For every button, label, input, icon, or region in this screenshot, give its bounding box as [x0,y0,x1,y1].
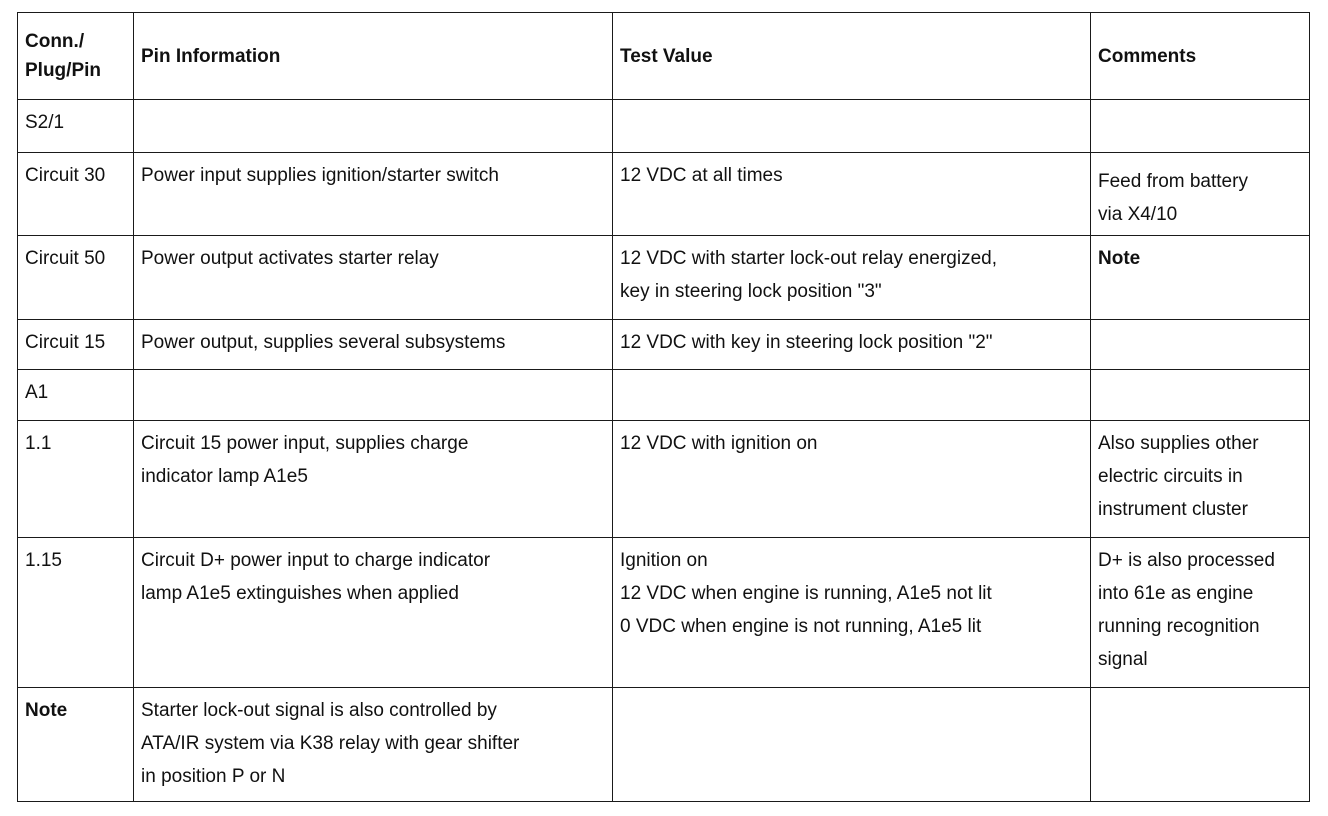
table-row [18,320,1310,370]
cell-conn: S2/1 [18,100,134,153]
cell-test-value: 12 VDC with key in steering lock position "2" [613,320,1091,370]
table-row [18,370,1310,421]
cell-test-value: Ignition on 12 VDC when engine is running, A1e5 not lit 0 VDC when engine is not running, A1e5 lit [613,538,1091,688]
cell-comments [1091,100,1310,153]
cell-pin-info: Circuit 15 power input, supplies charge indicator lamp A1e5 [134,421,613,538]
cell-pin-info: Power output, supplies several subsystems [134,320,613,370]
table-row [18,236,1310,320]
header-conn-plug-pin: Conn./ Plug/Pin [18,13,134,100]
cell-test-value [613,370,1091,421]
cell-pin-info: Power input supplies ignition/starter switch [134,153,613,236]
cell-test-value: 12 VDC at all times [613,153,1091,236]
table-row [18,538,1310,688]
table-header-row [18,13,1310,100]
cell-comments: Also supplies other electric circuits in instrument cluster [1091,421,1310,538]
cell-conn: A1 [18,370,134,421]
cell-comments [1091,320,1310,370]
table-row [18,688,1310,802]
cell-pin-info: Starter lock-out signal is also controlled by ATA/IR system via K38 relay with gear shifter in position P or N [134,688,613,802]
pin-information-table [17,12,1310,802]
cell-conn: 1.15 [18,538,134,688]
cell-conn: Note [18,688,134,802]
cell-test-value: 12 VDC with ignition on [613,421,1091,538]
header-test-value: Test Value [613,13,1091,100]
cell-comments: Note [1091,236,1310,320]
cell-test-value [613,100,1091,153]
cell-pin-info: Power output activates starter relay [134,236,613,320]
cell-conn: Circuit 15 [18,320,134,370]
cell-pin-info: Circuit D+ power input to charge indicator lamp A1e5 extinguishes when applied [134,538,613,688]
cell-test-value: 12 VDC with starter lock-out relay energized, key in steering lock position "3" [613,236,1091,320]
table-row [18,100,1310,153]
cell-test-value [613,688,1091,802]
cell-pin-info [134,100,613,153]
table-row [18,153,1310,236]
header-pin-information: Pin Information [134,13,613,100]
cell-comments: D+ is also processed into 61e as engine running recognition signal [1091,538,1310,688]
cell-comments: Feed from battery via X4/10 [1091,153,1310,236]
cell-comments [1091,370,1310,421]
cell-conn: 1.1 [18,421,134,538]
cell-conn: Circuit 30 [18,153,134,236]
cell-conn: Circuit 50 [18,236,134,320]
header-comments: Comments [1091,13,1310,100]
table-row [18,421,1310,538]
cell-pin-info [134,370,613,421]
cell-comments [1091,688,1310,802]
